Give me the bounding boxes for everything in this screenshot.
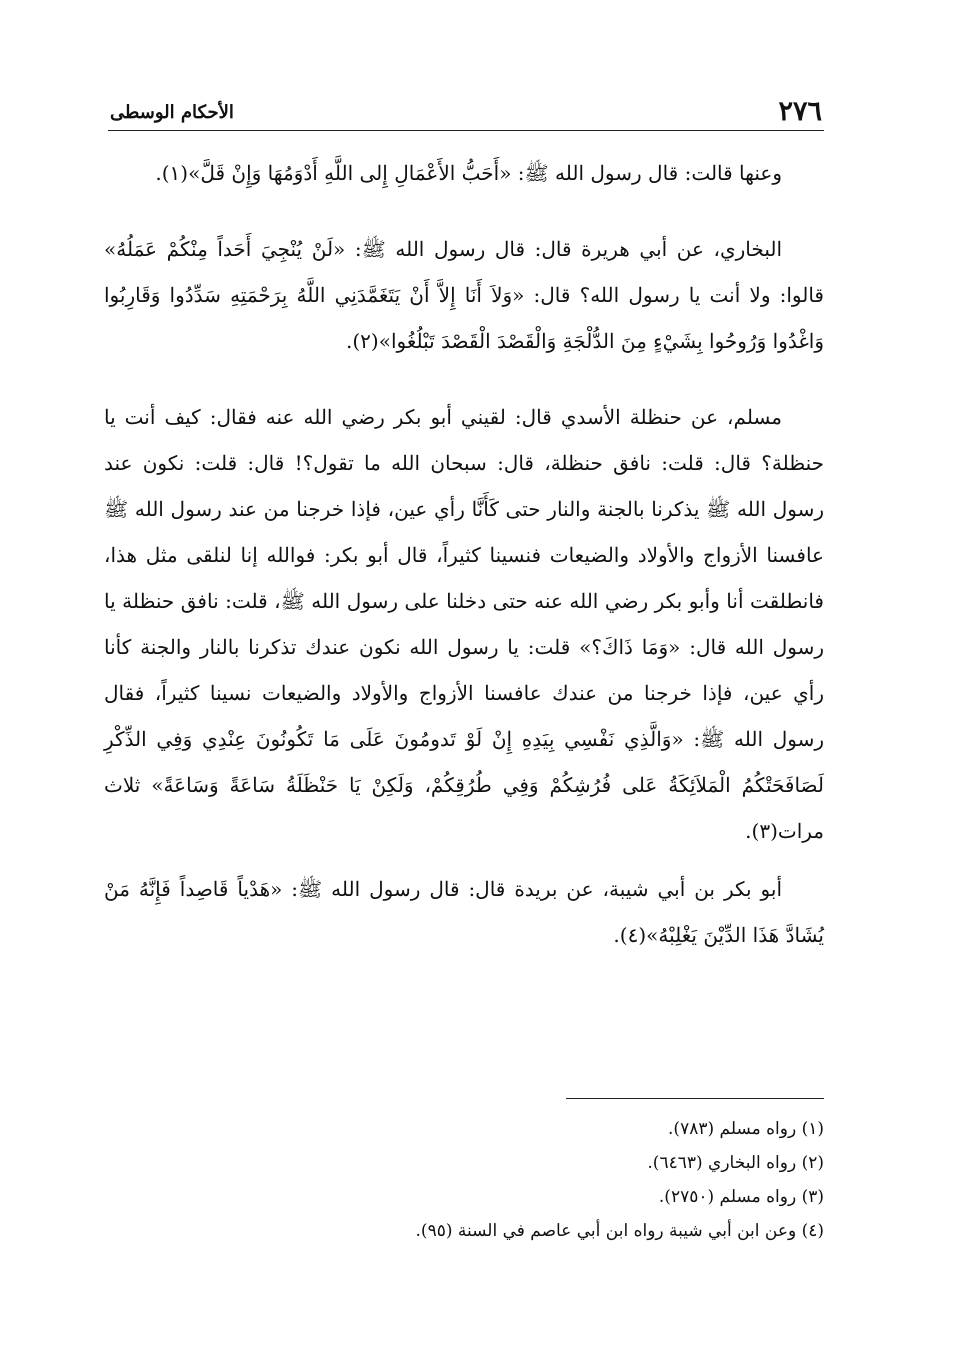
body-text	[104, 150, 824, 958]
paragraph-3: مسلم، عن حنظلة الأسدي قال: لقيني أبو بكر رضي الله عنه فقال: كيف أنت يا حنظلة؟ قال: قلت: نافق حنظلة، قال: سبحان الله ما تقول؟! قال: قلت: نكون عند رسول الله ﷺ يذكرنا بالجنة والنار حتى كَأَنَّا رأي عين، فإذا خرجنا من عند رسول الله ﷺ عافسنا الأزواج والأولاد والضيعات فنسينا كثيراً، قال أبو بكر: فوالله إنا لنلقى مثل هذا، فانطلقت أنا وأبو بكر رضي الله عنه حتى دخلنا على رسول الله ﷺ، قلت: نافق حنظلة يا رسول الله قال: «وَمَا ذَاكَ؟» قلت: يا رسول الله نكون عندك تذكرنا بالنار والجنة كأنا رأي عين، فإذا خرجنا من عندك عافسنا الأزواج والأولاد والضيعات نسينا كثيراً، فقال رسول الله ﷺ: «وَالَّذِي نَفْسِي بِيَدِهِ إِنْ لَوْ تَدومُونَ عَلَى مَا تَكُونُونَ عِنْدِي وَفِي الذِّكْرِ لَصَافَحَتْكُمُ الْمَلاَئِكَةُ عَلى فُرُشِكُمْ وَفِي طُرُقِكُمْ، وَلَكِنْ يَا حَنْظَلَةُ سَاعَةً وَسَاعَةً» ثلاث مرات(٣).	[104, 405, 824, 843]
running-title: الأحكام الوسطى	[110, 102, 234, 123]
footnote-1: (١) رواه مسلم (٧٨٣).	[668, 1119, 824, 1139]
paragraph-1: وعنها قالت: قال رسول الله ﷺ: «أَحَبُّ الأَعْمَالِ إِلى اللَّهِ أَدْوَمُهَا وَإِنْ قَلَّ»(١).	[155, 161, 782, 185]
paragraph-2: البخاري، عن أبي هريرة قال: قال رسول الله ﷺ: «لَنْ يُنْجِيَ أَحَداً مِنْكُمْ عَمَلُهُ» قالوا: ولا أنت يا رسول الله؟ قال: «وَلاَ أَنَا إِلاَّ أَنْ يَتَغَمَّدَنِي اللَّهُ بِرَحْمَتِهِ سَدِّدُوا وَقَارِبُوا وَاغْدُوا وَرُوحُوا بِشَيْءٍ مِنَ الدُّلْجَةِ وَالْقَصْدَ الْقَصْدَ تَبْلُغُوا»(٢).	[104, 237, 824, 353]
footnote-2: (٢) رواه البخاري (٦٤٦٣).	[647, 1153, 824, 1173]
page-number: ٢٧٦	[778, 96, 822, 127]
footnote-4: (٤) وعن ابن أبي شيبة رواه ابن أبي عاصم في السنة (٩٥).	[415, 1221, 824, 1241]
paragraph-4: أبو بكر بن أبي شيبة، عن بريدة قال: قال رسول الله ﷺ: «هَدْياً قَاصِداً فَإِنَّهُ مَنْ يُشَادَّ هَذَا الدِّيْنَ يَغْلِبْهُ»(٤).	[104, 877, 824, 947]
footnote-divider	[566, 1098, 824, 1099]
footnote-3: (٣) رواه مسلم (٢٧٥٠).	[658, 1187, 824, 1207]
footnotes	[104, 1112, 824, 1248]
page-header	[108, 96, 824, 131]
